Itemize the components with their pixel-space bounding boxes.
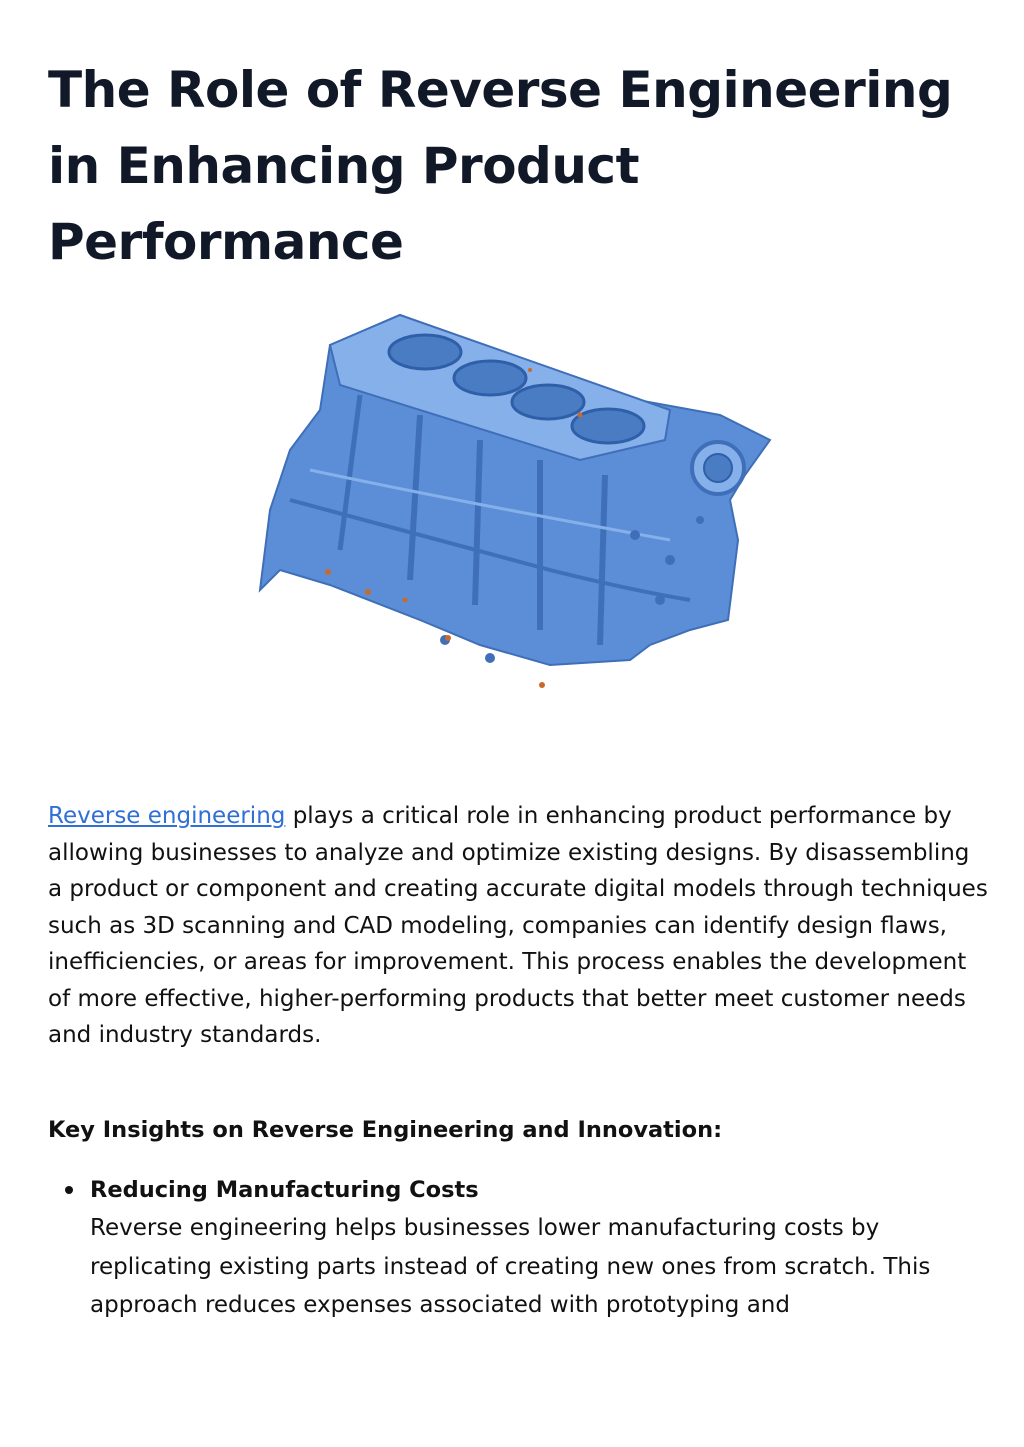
intro-body-text: plays a critical role in enhancing product performance by allowing businesses to analyze and optimize existing designs. By disassembling a product or component and creating accurate digital models through techniques such as 3D scanning and CAD modeling, companies can identify design flaws, inefficiencies, or areas for improvement. This process enables the development of more effective, higher-performing products that better meet customer needs and industry standards. [48,803,988,1048]
cylinder-bore-3 [512,385,584,419]
intro-paragraph [48,798,988,1054]
reverse-engineering-link[interactable]: Reverse engineering [48,803,286,829]
engine-block-scan-image [250,300,790,710]
list-item [48,1171,988,1325]
list-item-title: Reducing Manufacturing Costs [90,1177,479,1203]
insights-heading: Key Insights on Reverse Engineering and Innovation: [48,1117,723,1143]
cylinder-bore-1 [389,335,461,369]
cylinder-bore-2 [454,361,526,395]
insights-list [48,1171,988,1325]
bullet-icon [65,1186,73,1194]
cylinder-bore-4 [572,409,644,443]
list-item-body: Reverse engineering helps businesses lower manufacturing costs by replicating existing parts instead of creating new ones from scratch. This approach reduces expenses associated with prototyping and [90,1215,931,1318]
page-title: The Role of Reverse Engineering in Enhancing Product Performance [48,61,953,271]
